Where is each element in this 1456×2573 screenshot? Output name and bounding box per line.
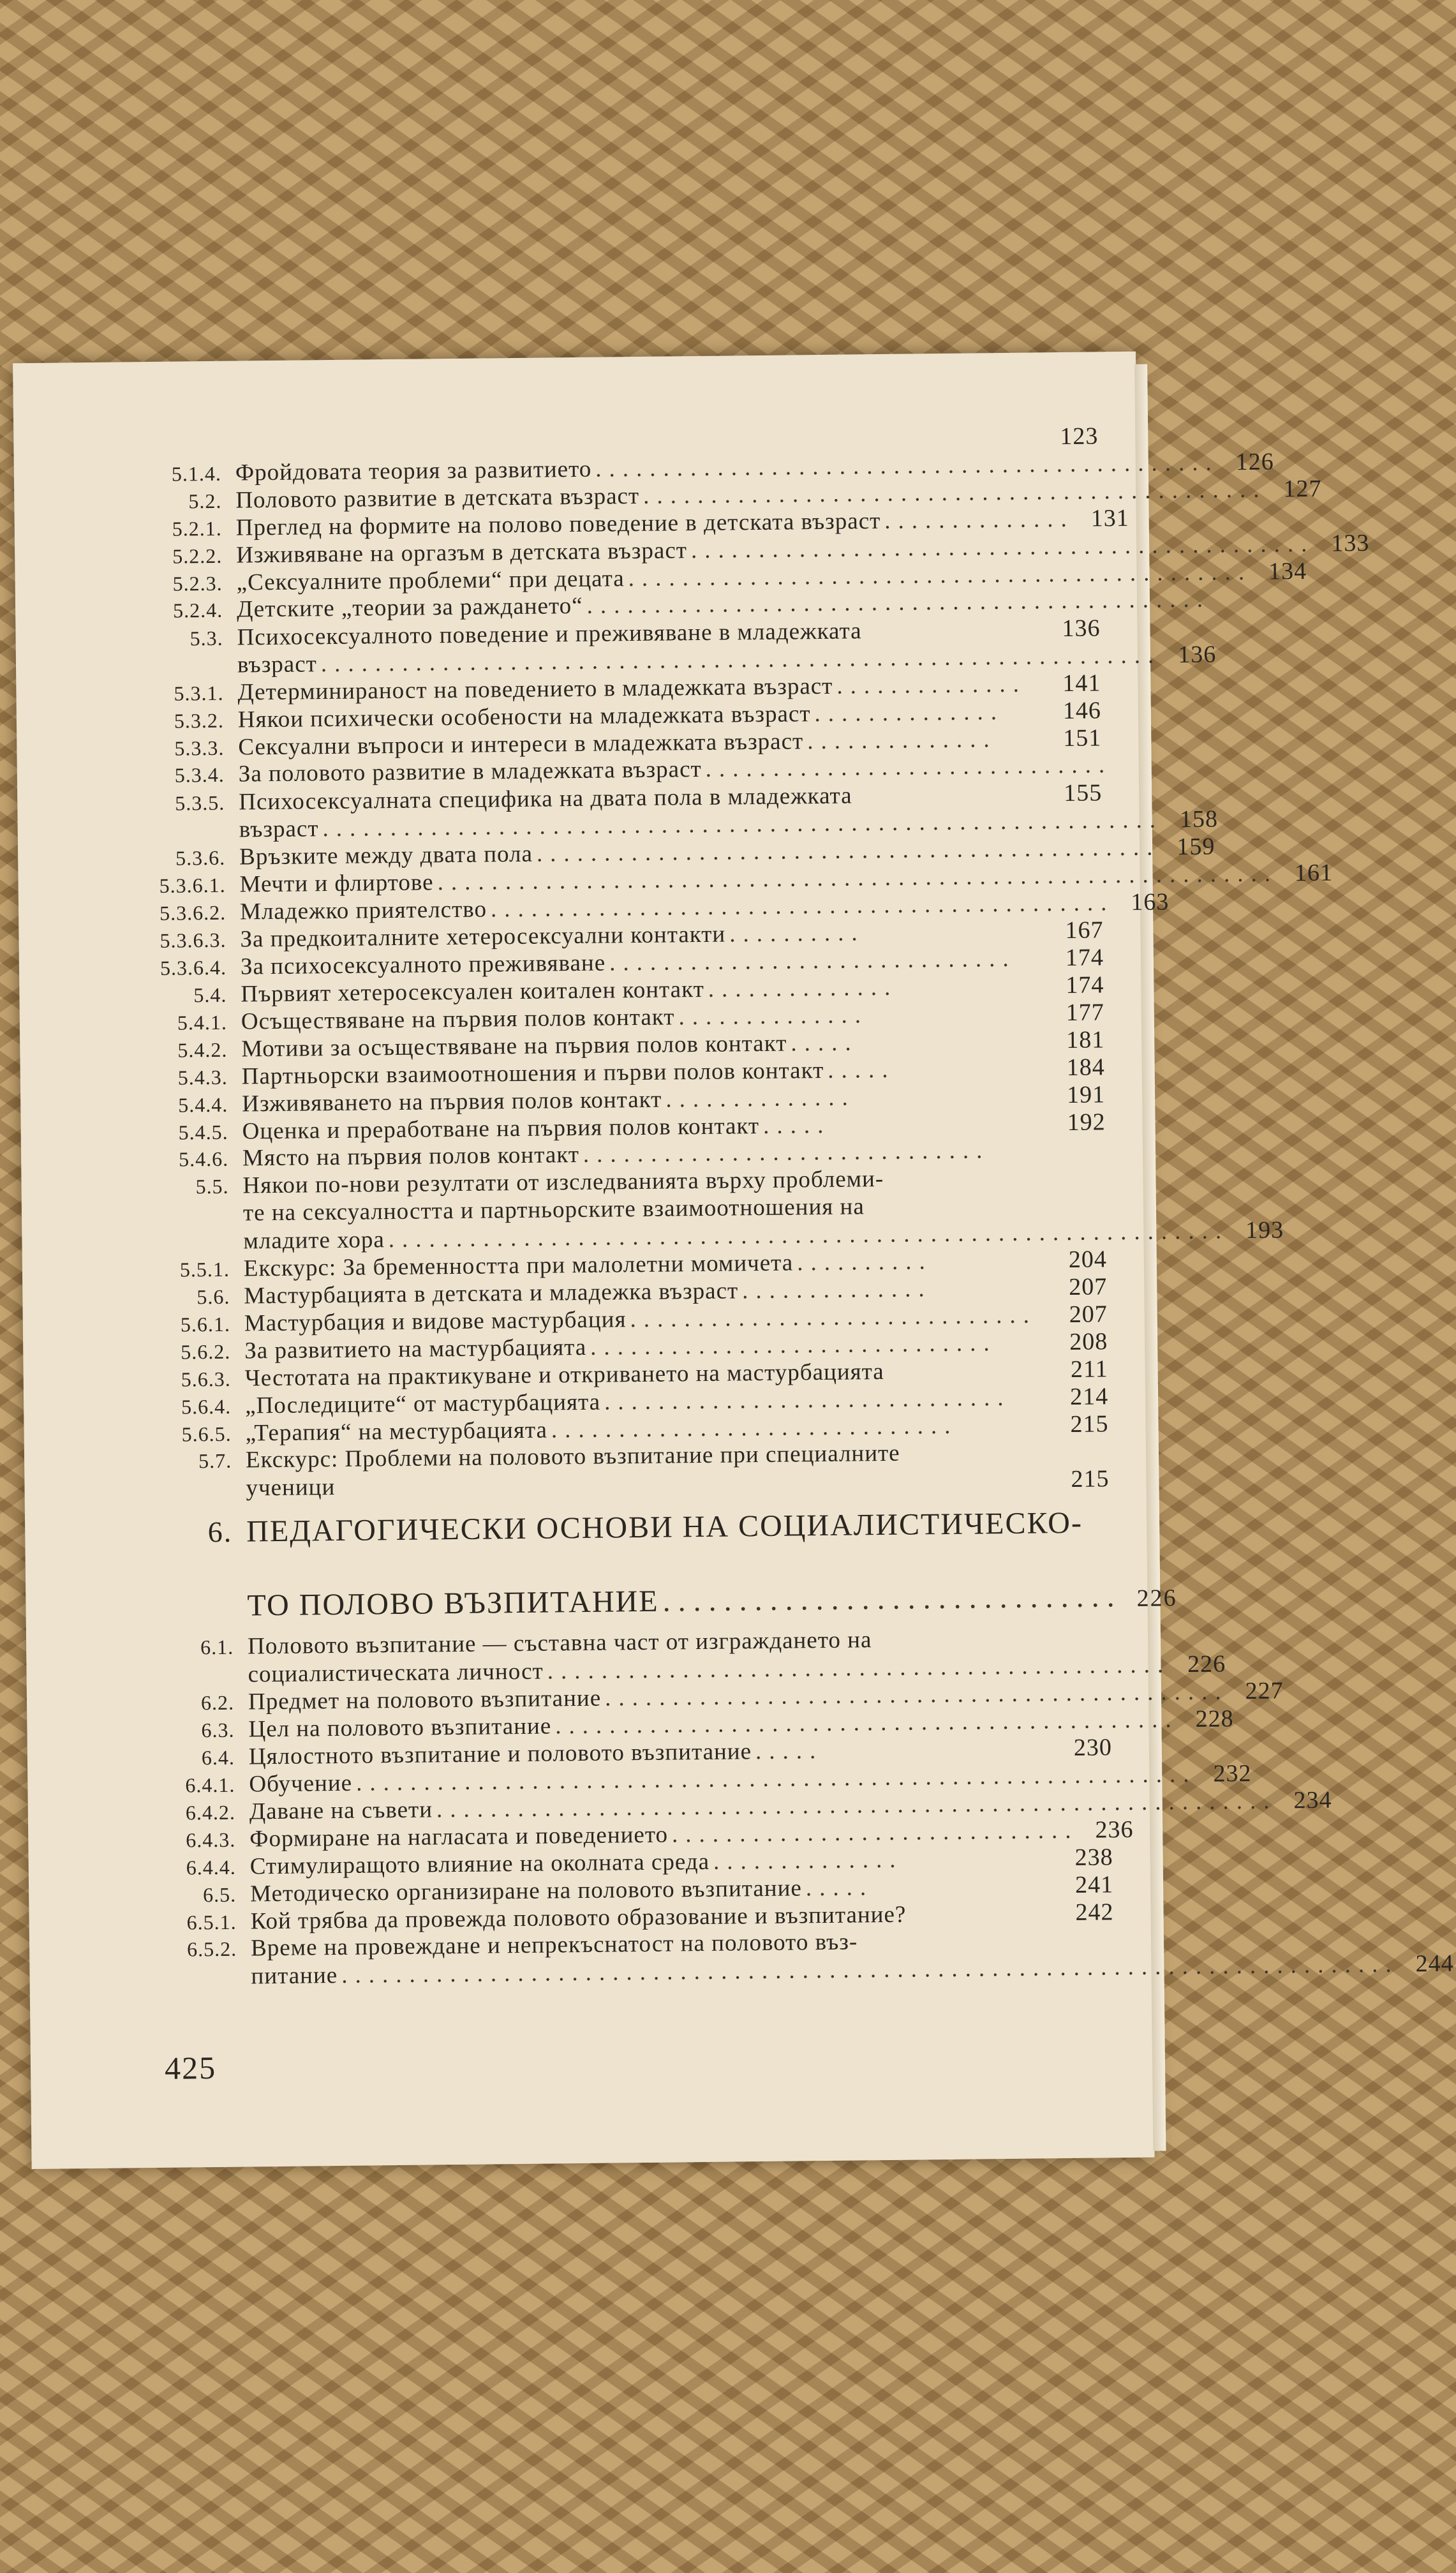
- toc-row: 5.3.6. Връзките между двата пола .............................................. 159: [175, 833, 1215, 870]
- toc-row: 5.5.1. Екскурс: За бременността при малолетни момичета .......... 204: [179, 1246, 1108, 1282]
- toc-row: 5.3.6.2. Младежко приятелство .............................................. 163: [159, 888, 1170, 925]
- toc-row: питание .............................................................................. 244: [251, 1950, 1454, 1990]
- table-of-contents: [90, 422, 1454, 1990]
- book-page: [13, 352, 1454, 2169]
- toc-row: 6.4. Цялостното възпитание и половото възпитание ..... 230: [201, 1734, 1113, 1770]
- toc-row: 5.2. Половото развитие в детската възраст .............................................. 127: [188, 475, 1322, 514]
- toc-row: 5.4.1. Осъществяване на първия полов контакт .............. 177: [177, 999, 1105, 1035]
- toc-row: 6.4.4. Стимулиращото влияние на околната среда .............. 238: [186, 1844, 1113, 1880]
- toc-row: 5.3.6.1. Мечти и флиртове .............................................................. 161: [159, 859, 1333, 898]
- toc-row: 5.1.4. Фройдовата теория за развитието .............................................. 126: [171, 448, 1274, 486]
- toc-row: 6.3. Цел на половото възпитание .............................................. 228: [201, 1705, 1234, 1743]
- toc-row: 5.3.2. Някои психически особености на младежката възраст .............. 146: [174, 697, 1102, 733]
- toc-row: 6.4.3. Формиране на нагласата и поведението .............................. 236: [186, 1816, 1134, 1853]
- page-number: 425: [164, 2050, 217, 2086]
- toc-row: 5.3. Психосексуалното поведение и преживяване в младежката 136: [189, 615, 1101, 651]
- toc-row: 6.5.2. Време на провеждане и непрекъснатост на половото въз-: [186, 1928, 858, 1962]
- toc-row: 5.3.5. Психосексуалната специфика на двата пола в младежката 155: [175, 779, 1103, 816]
- toc-row: 5.3.4. За половото развитие в младежката възраст ..............................: [174, 752, 1113, 787]
- toc-row: 5.4. Първият хетеросексуален коитален контакт .............. 174: [193, 971, 1104, 1008]
- toc-row: 5.2.2. Изживяване на оргазъм в детската възраст .............................................. 133: [172, 529, 1370, 569]
- section-heading-cont: ТО ПОЛОВО ВЪЗПИТАНИЕ .............................. 226: [247, 1579, 1177, 1623]
- toc-row: 6.1. Половото възпитание — съставна част от изграждането на: [200, 1627, 872, 1660]
- toc-row: 6.2. Предмет на половото възпитание .............................................. 227: [200, 1677, 1284, 1715]
- toc-row: 5.3.6.4. За психосексуалното преживяване .............................. 174: [160, 944, 1104, 980]
- toc-row: 5.6.3. Честотата на практикуване и откриването на мастурбацията 211: [181, 1355, 1108, 1392]
- toc-row: 5.2.3. „Сексуалните проблеми“ при децата .............................................. 134: [172, 557, 1307, 596]
- toc-row: 6.5.1. Кой трябва да провежда половото образование и възпитание? 242: [186, 1898, 1114, 1935]
- toc-row: 5.5. Някои по-нови резултати от изследванията върху проблеми-: [195, 1165, 884, 1199]
- page-edge: [1134, 364, 1166, 2151]
- section-heading: 6. ПЕДАГОГИЧЕСКИ ОСНОВИ НА СОЦИАЛИСТИЧЕСКО-: [207, 1505, 1083, 1549]
- toc-row: 5.3.3. Сексуални въпроси и интереси в младежката възраст .............. 151: [174, 724, 1102, 761]
- toc-row: възраст .............................................................. 136: [237, 641, 1217, 678]
- toc-row: 5.6.5. „Терапия“ на местурбацията .............................. 215: [181, 1410, 1109, 1447]
- toc-row: 5.4.2. Мотиви за осъществяване на първия полов контакт ..... 181: [177, 1026, 1105, 1063]
- toc-row: социалистическата личност .............................................. 226: [248, 1650, 1226, 1688]
- toc-row: 5.7. Екскурс: Проблеми на половото възпитание при специалните: [198, 1440, 900, 1473]
- toc-row: 6.5. Методическо организиране на половото възпитание ..... 241: [203, 1871, 1114, 1907]
- toc-row: 5.3.1. Детерминираност на поведението в младежката възраст .............. 141: [174, 669, 1101, 706]
- toc-row: 5.6.1. Мастурбация и видове мастурбация .............................. 207: [180, 1301, 1108, 1337]
- toc-row: 5.6. Мастурбацията в детската и младежка възраст .............. 207: [197, 1273, 1108, 1309]
- toc-row: 5.4.4. Изживяването на първия полов контакт .............. 191: [178, 1081, 1106, 1117]
- toc-row: 5.2.4. Детските „теории за раждането“ ..............................................: [172, 586, 1211, 623]
- toc-row: 5.4.6. Място на първия полов контакт ..............................: [178, 1137, 990, 1172]
- toc-row: те на сексуалността и партньорските взаимоотношения на: [242, 1193, 865, 1227]
- toc-row: 6.4.2. Даване на съвети .............................................................. 234: [185, 1786, 1332, 1825]
- toc-row: възраст .............................................................. 158: [239, 805, 1219, 843]
- toc-row: ученици 215: [246, 1465, 1110, 1502]
- toc-row: 5.6.4. „Последиците“ от мастурбацията .............................. 214: [181, 1383, 1109, 1419]
- toc-row: 6.4.1. Обучение .............................................................. 232: [185, 1760, 1252, 1798]
- toc-row: 5.6.2. За развитието на мастурбацията .............................. 208: [181, 1328, 1108, 1364]
- toc-row: 5.2.1. Преглед на формите на полово поведение в детската възраст .............. 131: [172, 504, 1129, 541]
- toc-row: младите хора .............................................................. 193: [243, 1216, 1284, 1255]
- toc-row: 5.4.3. Партньорски взаимоотношения и първи полов контакт ..... 184: [177, 1054, 1105, 1090]
- toc-row: 123: [1060, 422, 1099, 451]
- toc-row: 5.3.6.3. За предкоиталните хетеросексуални контакти .......... 167: [160, 916, 1104, 953]
- toc-row: 5.4.5. Оценка и преработване на първия полов контакт ..... 192: [178, 1108, 1106, 1145]
